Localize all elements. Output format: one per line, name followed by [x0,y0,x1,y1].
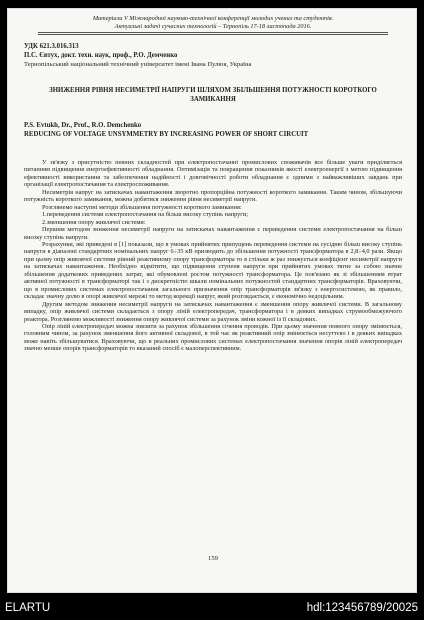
paragraph: Опір ліній електропередач можна знизити за рахунок збільшення січення проводів. При цьому значення повного опору змінюється, головним чином, за рахунок зменшення його активної складової, в той час як реактивний опір змінюється несуттєво і в деяких випадках може навіть збільшуватися. Враховуючи, що в реальних промислових системах електропостачання значення опорів ліній електропередач значно менше опорів трансформаторів то вказаний спосіб є малоперспективним. [24,322,402,353]
authors-uk: П.С. Євтух, докт. техн. наук, проф., Р.О. Демченко [24,52,178,59]
conference-header-line2: Актуальні задачі сучасних технологій – Тернопіль 17-18 листопада 2016. [114,23,312,30]
header-divider [38,32,388,35]
title-en: REDUCING OF VOLTAGE UNSYMMETRY BY INCREASING POWER OF SHORT CIRCUIT [24,131,309,138]
paper-page [7,8,417,593]
repository-name: ELARTU [5,602,51,614]
paragraph: Другим методом зниження несиметрії напруги на затискачах навантаження є зменшення опору живлячої системи. В загальному випадку, опір живлячої системи складається з опору ліній електропередач, трансформатора і в деяких випадках струмообмежуючого реактора. Розглянемо можливості зниження опору живлячої системи за рахунок зміни кожної із її складових. [24,300,402,323]
list-item: 1.переведення системи електропостачання на більш високу ступінь напруги; [42,211,248,219]
paragraph: Розглянемо наступні методи збільшення потужності короткого замикання: [42,203,242,211]
page-number: 159 [208,555,218,562]
affiliation: Тернопільський національний технічний університет імені Івана Пулюя, Україна [24,61,252,68]
conference-header-line1: Матеріали V Міжнародної науково-технічної конференції молодих учених та студентів. [92,15,334,22]
article-body [24,159,402,353]
udk-code: УДК 621.3.016.313 [24,43,79,50]
paragraph: Несиметрія напруг на затискачах навантаження зворотно пропорційна потужності короткого замикання. Таким чином, збільшуючи потужність короткого замикання, можна добитися зниження рівня несиметрії напруги. [24,188,402,204]
authors-en: P.S. Evtukh, Dr., Prof., R.O. Demchenko [24,122,142,129]
title-uk: ЗНИЖЕННЯ РІВНЯ НЕСИМЕТРІЇ НАПРУГИ ШЛЯХОМ ЗБІЛЬШЕННЯ ПОТУЖНОСТІ КОРОТКОГО ЗАМИКАННЯ [49,87,377,103]
handle-link[interactable]: hdl:123456789/20025 [306,602,418,614]
paragraph: У зв'язку з присутністю певних складностей при електропостачанні промислових споживачів все більше уваги приділяється питанням підвищення енергоефективності обладнання. Оптимізація та покращення показників якості електроенергії з метою підвищення ефективності використання та забезпечення надійності і довговічності роботи обладнання є одними з найважливіших завдань при організації електропостачання та електроспоживання. [24,159,402,189]
repository-footer [0,598,424,620]
list-item: 2.зменшення опору живлячої системи: [42,218,146,226]
paragraph: Першим методом зниження несиметрії напруги на затискачах навантаження є переведення системи електропостачання на більш високу ступінь напруги. [24,226,402,241]
paragraph: Розрахунки, які приведені в [1] показали, що в умовах прийнятих припущень переведення системи на сусідню більш високу ступінь напруги в діапазоні стандартних номінальних напруг 6÷35 кВ призводить до збільшення потужності трансформатора в 2,8÷4,0 рази. Якщо при цьому опір живлячої системи рівний реактивному опору трансформатора то в стільки ж раз знижується коефіцієнт несиметрії напруги на затискачах навантаження. Необхідно відмітити, що підвищення ступеня напруги при прийнятих умовах тягне за собою значне збільшення додаткових приведених затрат, які обумовлені ростом потужності трансформатора. Це пов'язано як зі збільшенням втрат активної потужності в трансформаторі так і з дискретністю шкали номінальних потужностей стандартних трансформаторів. Враховуючи, що в промислових системах електропостачання загального призначення опір трансформаторів зв'язку з енергосистемою, як правило, складає значну долю в опорі живлячої мережі то метод корекції напруг, який розглядається, є економічно недоцільним. [24,240,402,301]
